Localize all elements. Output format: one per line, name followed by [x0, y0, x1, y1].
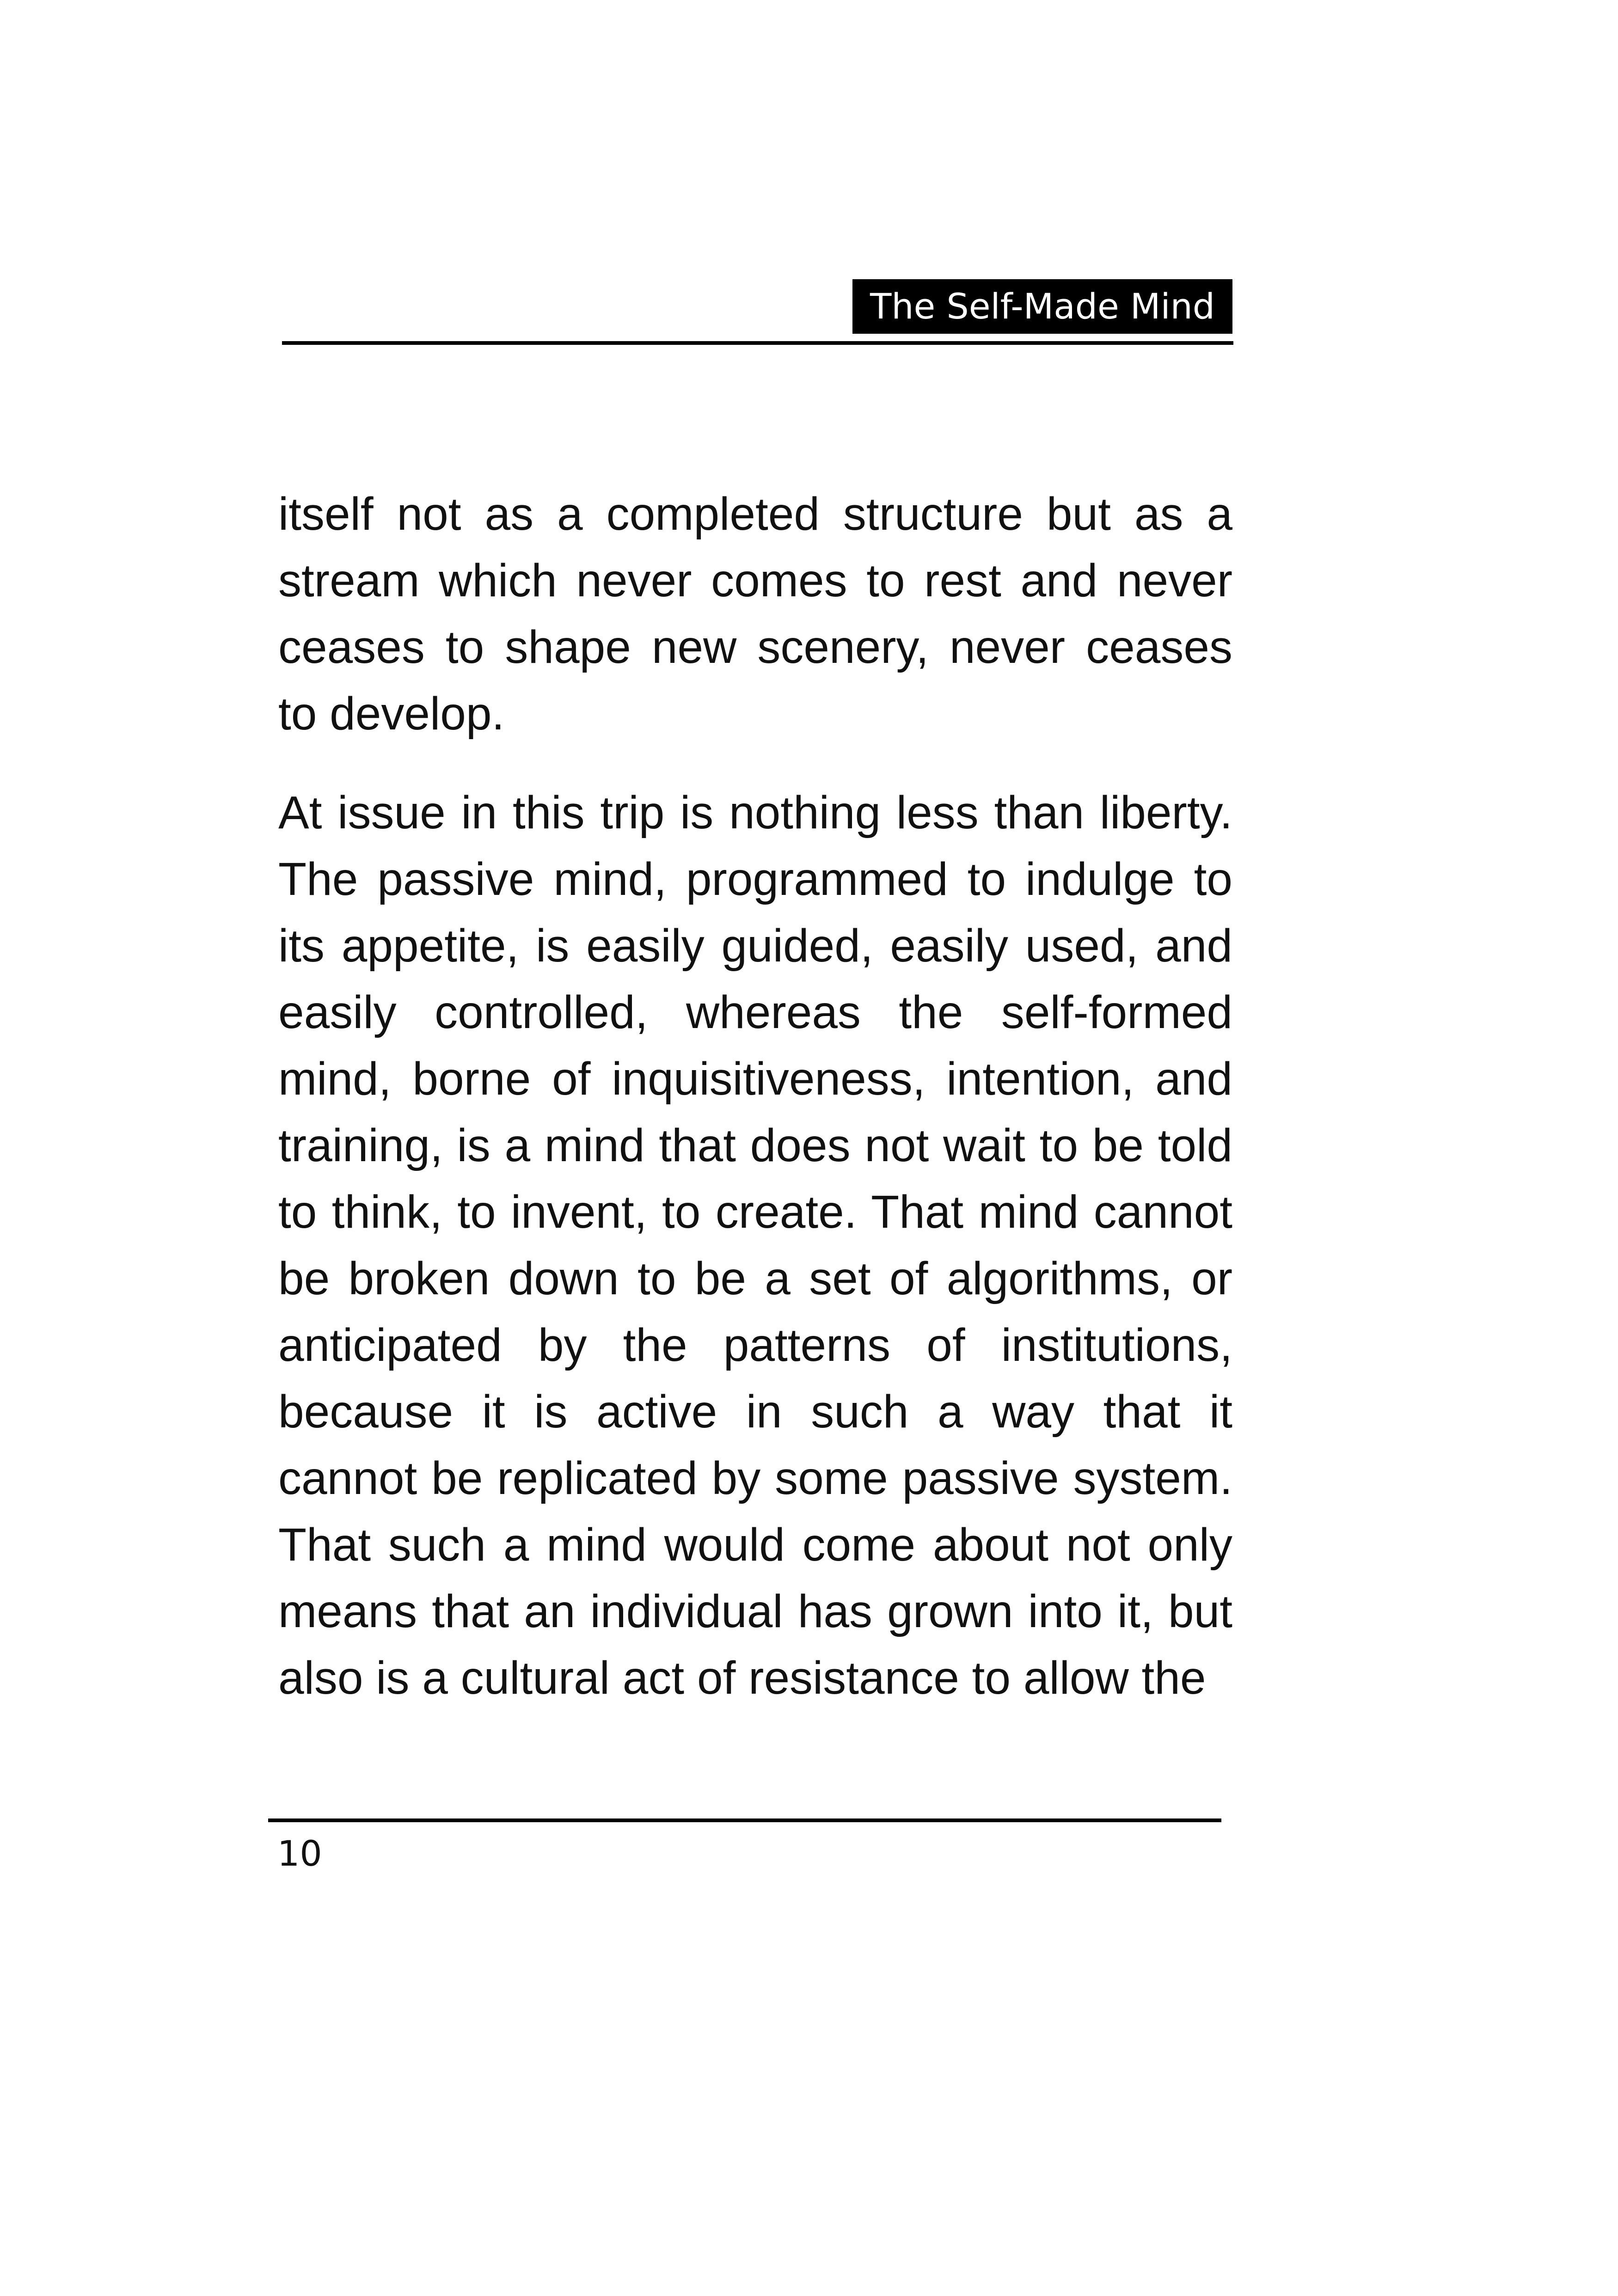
page-number: 10	[277, 1833, 322, 1874]
paragraph: itself not as a completed structure but as a stream which never comes to rest and never ceases to shape new scenery, never ceases to develop.	[278, 488, 1232, 740]
header-rule	[282, 341, 1233, 345]
running-header-title: The Self-Made Mind	[852, 279, 1232, 334]
body-text	[278, 481, 1232, 1711]
footer-rule	[268, 1818, 1221, 1822]
paragraph: At issue in this trip is nothing less than liberty. The passive mind, programmed to indulge to its appetite, is easily guided, easily used, and easily controlled, whereas the self-formed mind, borne of inquisitiveness, intention, and training, is a mind that does not wait to be told to think, to invent, to create. That mind cannot be broken down to be a set of algorithms, or anticipated by the patterns of institutions, because it is active in such a way that it cannot be replicated by some passive system. That such a mind would come about not only means that an individual has grown into it, but also is a cultural act of resistance to allow the	[278, 787, 1232, 1704]
